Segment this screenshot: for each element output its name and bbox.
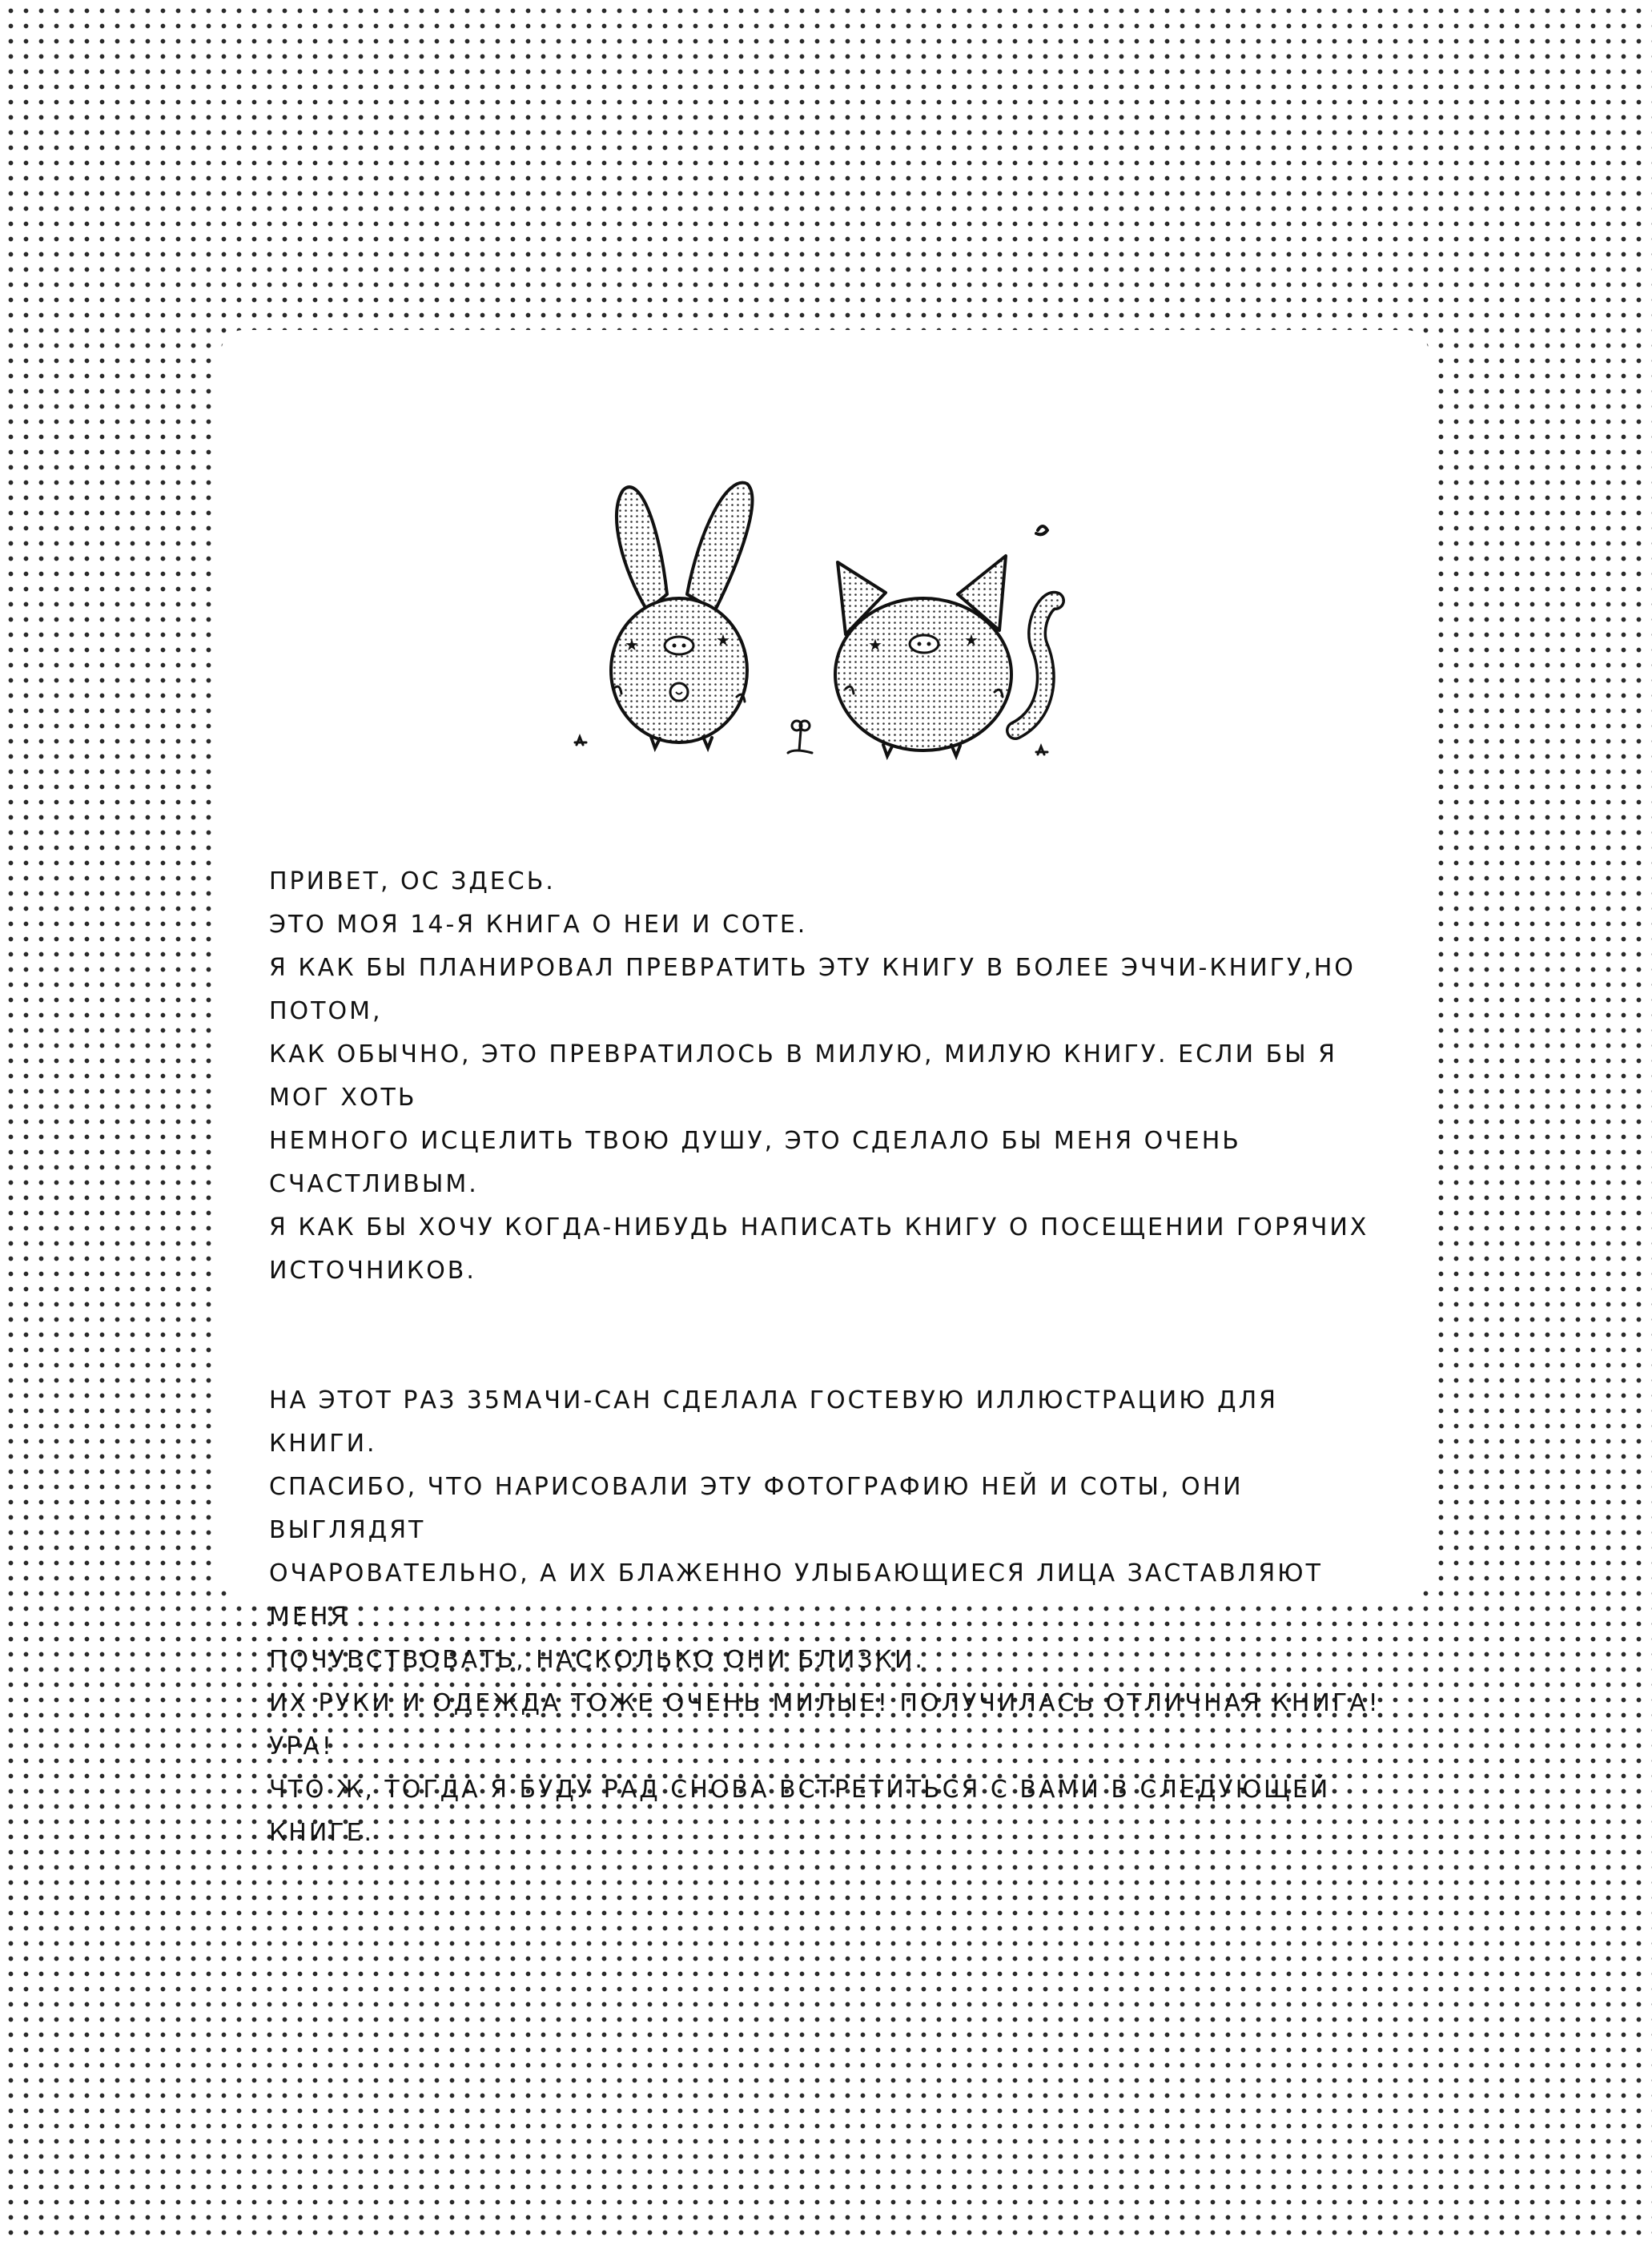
afterword-paragraph-thanks: НА ЭТОТ РАЗ 35МАЧИ-САН СДЕЛАЛА ГОСТЕВУЮ ИЛЛЮСТРАЦИЮ ДЛЯ КНИГИ. СПАСИБО, ЧТО НАРИСОВАЛИ ЭТУ ФОТОГРАФИЮ НЕЙ И СОТЫ, ОНИ ВЫГЛЯДЯТ ОЧАРОВАТЕЛЬНО, А ИХ БЛАЖЕННО УЛЫБАЮЩИЕСЯ ЛИЦА ЗАСТАВЛЯЮТ МЕНЯ ПОЧУВСТВОВАТЬ, НАСКОЛЬКО ОНИ БЛИЗКИ. ИХ РУКИ И ОДЕЖДА ТОЖЕ ОЧЕНЬ МИЛЫЕ! ПОЛУЧИЛАСЬ ОТЛИЧНАЯ КНИГА! УРА! ЧТО Ж, ТОГДА Я БУДУ РАД СНОВА ВСТРЕТИТЬСЯ С ВАМИ В СЛЕДУЮЩЕЙ КНИГЕ. <box>269 1386 1381 1847</box>
svg-text:★: ★ <box>625 635 639 654</box>
bunny-icon <box>575 483 752 748</box>
mascot-illustration <box>567 474 1111 762</box>
afterword-paragraph-greeting: ПРИВЕТ, ОС ЗДЕСЬ. ЭТО МОЯ 14-Я КНИГА О НЕИ И СОТЕ. Я КАК БЫ ПЛАНИРОВАЛ ПРЕВРАТИТЬ ЭТУ КНИГУ В БОЛЕЕ ЭЧЧИ-КНИГУ,НО ПОТОМ, КАК ОБЫЧНО, ЭТО ПРЕВРАТИЛОСЬ В МИЛУЮ, МИЛУЮ КНИГУ. ЕСЛИ БЫ Я МОГ ХОТЬ НЕМНОГО ИСЦЕЛИТЬ ТВОЮ ДУШУ, ЭТО СДЕЛАЛО БЫ МЕНЯ ОЧЕНЬ СЧАСТЛИВЫМ. Я КАК БЫ ХОЧУ КОГДА-НИБУДЬ НАПИСАТЬ КНИГУ О ПОСЕЩЕНИИ ГОРЯЧИХ ИСТОЧНИКОВ. <box>269 867 1369 1285</box>
afterword-panel <box>221 330 1429 1847</box>
cat-icon <box>788 526 1055 756</box>
svg-text:★: ★ <box>716 630 730 650</box>
svg-text:★: ★ <box>964 630 979 650</box>
svg-text:★: ★ <box>868 635 882 654</box>
afterword-text <box>269 860 1390 1855</box>
